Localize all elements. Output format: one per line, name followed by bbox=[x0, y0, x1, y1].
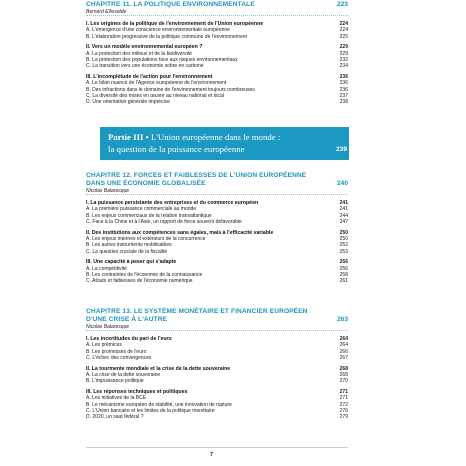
toc-entry-page: 261 bbox=[339, 278, 348, 285]
toc-entry: B. L'élaboration progressive de la politique commune de l'environnement bbox=[86, 33, 247, 40]
section-title: III. Les réponses techniques et politiques bbox=[86, 389, 188, 396]
chapter-page-number: 240 bbox=[336, 180, 348, 187]
chapter-rule bbox=[86, 330, 348, 331]
footer-rule bbox=[86, 447, 348, 448]
part-title-line1: L'Union européenne dans le monde : bbox=[150, 132, 281, 142]
toc-entry: A. Le bilan nuancé de l'Agence européenne de l'environnement bbox=[86, 80, 227, 87]
chapter-author: Nicolas Balaresque bbox=[86, 188, 130, 194]
section-page-number: 224 bbox=[339, 21, 348, 27]
chapter-title: DANS UNE ÉCONOMIE GLOBALISÉE bbox=[86, 180, 206, 187]
toc-entry-page: 241 bbox=[339, 206, 348, 213]
toc-entry-page: 237 bbox=[339, 93, 348, 99]
section-page-number: 241 bbox=[339, 200, 348, 206]
toc-entry-page: 238 bbox=[339, 99, 348, 106]
toc-entry-page: 252 bbox=[339, 242, 348, 249]
toc-entry-page: 247 bbox=[339, 218, 348, 225]
chapter-author: Nicolas Balaresque bbox=[86, 324, 130, 330]
toc-entry: B. Le mécanisme européen de stabilité, une innovation de rupture bbox=[86, 401, 232, 408]
toc-entry-page: 256 bbox=[339, 265, 348, 272]
section-page-number: 271 bbox=[339, 389, 348, 396]
toc-entry: B. Les enjeux commerciaux de la relation transatlantique bbox=[86, 212, 212, 219]
chapter-rule bbox=[86, 15, 348, 16]
toc-entry: A. La protection des milieux et de la biodiversité bbox=[86, 50, 192, 57]
toc-entry-page: 267 bbox=[339, 354, 348, 361]
toc-entry: B. Des infractions dans le domaine de l'environnement toujours nombreuses bbox=[86, 86, 255, 93]
toc-entry: C. La diversité des mises en œuvre au niveau national et local bbox=[86, 93, 224, 99]
toc-entry: A. La crise de la dette souveraine bbox=[86, 372, 161, 378]
toc-entry-page: 272 bbox=[339, 401, 348, 408]
toc-entry-page: 244 bbox=[339, 212, 348, 219]
toc-entry: D. 2020, un saut fédéral ? bbox=[86, 414, 144, 421]
section-title: I. La puissance persistante des entreprises et du commerce européen bbox=[86, 200, 259, 206]
toc-entry-page: 266 bbox=[339, 348, 348, 355]
part-page-number: 239 bbox=[335, 146, 347, 153]
toc-entry-page: 268 bbox=[339, 372, 348, 378]
section-title: II. Des institutions aux compétences sans égales, mais à l'efficacité variable bbox=[86, 229, 274, 236]
toc-entry: A. L'émergence d'une conscience environnementale européenne bbox=[86, 27, 230, 34]
toc-entry: A. Les enjeux internes et extérieurs de la concurrence bbox=[86, 236, 206, 242]
toc-entry: C. Atouts et faiblesses de l'économie numérique bbox=[86, 278, 193, 285]
section-title: I. Les origines de la politique de l'environnement de l'Union européenne bbox=[86, 21, 264, 27]
chapter-title: CHAPITRE 12. FORCES ET FAIBLESSES DE L'UNION EUROPÉENNE bbox=[86, 172, 307, 179]
chapter-page-number: 263 bbox=[336, 316, 348, 323]
chapter-page-number: 223 bbox=[336, 1, 348, 8]
toc-entry: B. L'impuissance politique bbox=[86, 378, 144, 385]
toc-entry: C. L'échec des convergences bbox=[86, 354, 152, 361]
toc-entry: A. La première puissance commerciale au monde bbox=[86, 206, 197, 213]
section-title: III. L'incomplétude de l'action pour l'environnement bbox=[86, 74, 213, 81]
part-title bbox=[108, 131, 280, 155]
toc-entry: B. Les autres instruments mobilisables bbox=[86, 242, 172, 249]
toc-entry: A. Les initiatives de la BCE bbox=[86, 395, 147, 402]
toc-entry: B. Les promesses de l'euro bbox=[86, 348, 147, 355]
section-title: III. Une capacité à peser qui s'adapte bbox=[86, 259, 177, 266]
section-page-number: 229 bbox=[339, 44, 348, 51]
part-banner bbox=[100, 127, 349, 160]
toc-entry-page: 264 bbox=[339, 342, 348, 349]
toc-entry-page: 270 bbox=[339, 378, 348, 385]
section-title: II. La tourmente mondiale et la crise de la dette souveraine bbox=[86, 365, 231, 372]
toc-entry-page: 271 bbox=[339, 395, 348, 402]
toc-entry: A. La compétitivité bbox=[86, 265, 127, 272]
section-page-number: 256 bbox=[339, 259, 348, 266]
section-page-number: 250 bbox=[339, 229, 348, 236]
part-label: Partie III bbox=[108, 132, 144, 142]
part-bullet: • bbox=[145, 132, 149, 142]
toc-entry: A. Les prémices bbox=[86, 342, 122, 349]
toc-entry-page: 253 bbox=[339, 248, 348, 255]
chapter-title: CHAPITRE 13. LE SYSTÈME MONÉTAIRE ET FINANCIER EUROPÉEN bbox=[86, 308, 308, 315]
toc-entry: C. L'Union bancaire et les limites de la politique monétaire bbox=[86, 408, 215, 414]
section-page-number: 264 bbox=[339, 336, 348, 342]
toc-entry-page: 250 bbox=[339, 236, 348, 242]
chapter-author: Bernard Ellissalde bbox=[86, 9, 127, 15]
section-title: II. Vers un modèle environnemental européen ? bbox=[86, 44, 203, 51]
page-number: 7 bbox=[210, 452, 213, 458]
chapter-title: CHAPITRE 11. LA POLITIQUE ENVIRONNEMENTALE bbox=[86, 1, 255, 8]
toc-entry-page: 279 bbox=[339, 414, 348, 421]
toc-entry-page: 236 bbox=[339, 80, 348, 87]
section-title: I. Les incertitudes du pari de l'euro bbox=[86, 336, 172, 342]
toc-entry: C. La transition vers une économie sobre en carbone bbox=[86, 63, 204, 70]
toc-entry-page: 224 bbox=[339, 27, 348, 34]
toc-entry-page: 258 bbox=[339, 272, 348, 278]
toc-entry-page: 229 bbox=[339, 50, 348, 57]
part-title-line2: la question de la puissance européenne bbox=[108, 144, 245, 154]
chapter-title: D'UNE CRISE À L'AUTRE bbox=[86, 316, 168, 323]
toc-entry-page: 232 bbox=[339, 57, 348, 63]
toc-entry-page: 276 bbox=[339, 408, 348, 414]
section-page-number: 236 bbox=[339, 74, 348, 81]
toc-entry-page: 234 bbox=[339, 63, 348, 70]
toc-entry-page: 225 bbox=[339, 33, 348, 40]
toc-entry: D. Une orientation générale imprécise bbox=[86, 99, 170, 106]
toc-entry: C. La question cruciale de la fiscalité bbox=[86, 248, 168, 255]
chapter-rule bbox=[86, 194, 348, 195]
toc-entry: B. La protection des populations face aux risques environnementaux bbox=[86, 57, 238, 63]
toc-entry: C. Face à la Chine et à l'Asie, un rapport de force souvent défavorable bbox=[86, 218, 242, 225]
toc-entry: B. Les contraintes de l'économie de la connaissance bbox=[86, 272, 203, 278]
toc-entry-page: 236 bbox=[339, 86, 348, 93]
section-page-number: 268 bbox=[339, 365, 348, 372]
